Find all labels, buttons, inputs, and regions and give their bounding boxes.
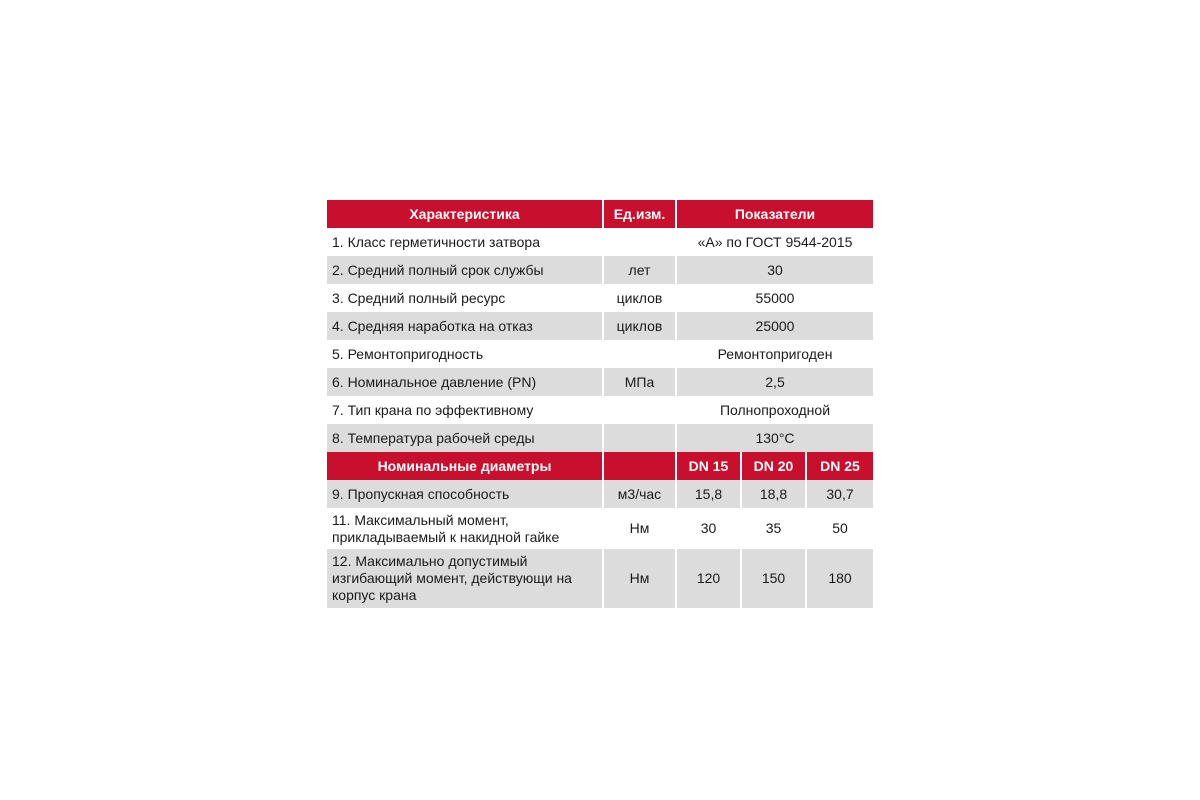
header-characteristic: Характеристика	[327, 200, 604, 228]
row-name: 3. Средний полный ресурс	[327, 284, 604, 312]
diameters-label: Номинальные диаметры	[327, 452, 604, 480]
dn20-value: 18,8	[742, 480, 807, 508]
row-unit	[604, 228, 677, 256]
dn15-value: 120	[677, 549, 742, 608]
table-row	[327, 549, 873, 608]
row-name	[327, 508, 604, 549]
table-row	[327, 256, 873, 284]
dn15-header: DN 15	[677, 452, 742, 480]
row-unit: МПа	[604, 368, 677, 396]
row-name-line: 12. Максимально допустимый	[332, 553, 528, 569]
table-row	[327, 396, 873, 424]
row-unit: м3/час	[604, 480, 677, 508]
row-unit: циклов	[604, 284, 677, 312]
dn15-value: 15,8	[677, 480, 742, 508]
row-unit: циклов	[604, 312, 677, 340]
table-row	[327, 480, 873, 508]
diameters-unit-blank	[604, 452, 677, 480]
table-row	[327, 424, 873, 452]
row-name-line: корпус крана	[332, 587, 417, 603]
header-unit: Ед.изм.	[604, 200, 677, 228]
table-header-row	[327, 200, 873, 228]
dn25-header: DN 25	[807, 452, 873, 480]
row-name-text: 7. Тип крана по эффективному	[332, 401, 534, 418]
row-unit: Нм	[604, 549, 677, 608]
row-name-line: 11. Максимальный момент,	[332, 511, 509, 528]
row-unit	[604, 396, 677, 424]
table-row	[327, 340, 873, 368]
row-value: 2,5	[677, 368, 873, 396]
row-name: 1. Класс герметичности затвора	[327, 228, 604, 256]
row-value: «А» по ГОСТ 9544-2015	[677, 228, 873, 256]
dn15-value: 30	[677, 508, 742, 549]
row-name: 8. Температура рабочей среды	[327, 424, 604, 452]
row-name-line: изгибающий момент, действующи на	[332, 570, 572, 586]
row-unit: лет	[604, 256, 677, 284]
dn25-value: 180	[807, 549, 873, 608]
row-name: 5. Ремонтопригодность	[327, 340, 604, 368]
row-value: Ремонтопригоден	[677, 340, 873, 368]
row-name	[327, 549, 604, 608]
row-name-line: прикладываемый к накидной гайке	[332, 528, 560, 545]
row-value: Полнопроходной	[677, 396, 873, 424]
specifications-table	[327, 200, 873, 608]
row-unit	[604, 340, 677, 368]
row-value: 25000	[677, 312, 873, 340]
dn20-value: 35	[742, 508, 807, 549]
row-name	[327, 396, 604, 424]
table-row	[327, 312, 873, 340]
row-name: 2. Средний полный срок службы	[327, 256, 604, 284]
table-row	[327, 508, 873, 549]
dn25-value: 30,7	[807, 480, 873, 508]
table-row	[327, 368, 873, 396]
dn25-value: 50	[807, 508, 873, 549]
header-values: Показатели	[677, 200, 873, 228]
row-name: 6. Номинальное давление (PN)	[327, 368, 604, 396]
table-row	[327, 228, 873, 256]
row-value: 55000	[677, 284, 873, 312]
diameters-header-row	[327, 452, 873, 480]
dn20-value: 150	[742, 549, 807, 608]
row-name: 4. Средняя наработка на отказ	[327, 312, 604, 340]
table-row	[327, 284, 873, 312]
dn20-header: DN 20	[742, 452, 807, 480]
row-unit	[604, 424, 677, 452]
row-value: 30	[677, 256, 873, 284]
row-value: 130°С	[677, 424, 873, 452]
row-name: 9. Пропускная способность	[327, 480, 604, 508]
row-unit: Нм	[604, 508, 677, 549]
